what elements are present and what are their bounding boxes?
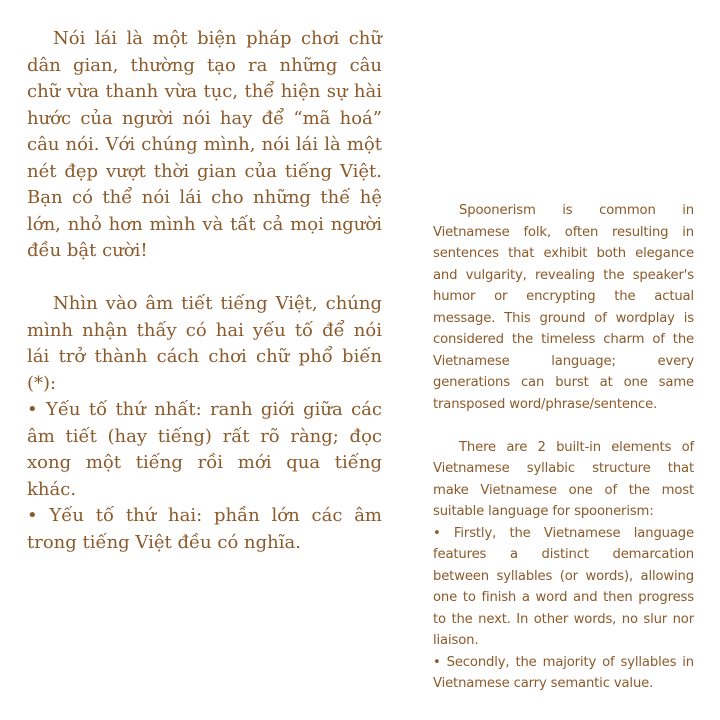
vietnamese-text-column [27,26,382,556]
english-bullet-2: • Secondly, the majority of syllables in Vietnamese carry semantic value. [433,654,694,691]
vietnamese-bullet-1: • Yếu tố thứ nhất: ranh giới giữa các âm tiết (hay tiếng) rất rõ ràng; đọc xong một tiếng rồi mới qua tiếng khác. [27,399,382,500]
vietnamese-bullet-2: • Yếu tố thứ hai: phần lớn các âm trong tiếng Việt đều có nghĩa. [27,505,382,553]
vietnamese-paragraph-intro: Nói lái là một biện pháp chơi chữ dân gian, thường tạo ra những câu chữ vừa thanh vừa tục, thể hiện sự hài hước của người nói hay để “mã hoá” câu nói. Với chúng mình, nói lái là một nét đẹp vượt thời gian của tiếng Việt. Bạn có thể nói lái cho những thế hệ lớn, nhỏ hơn mình và tất cả mọi người đều bật cười! [27,28,382,261]
english-paragraph-elements: There are 2 built-in elements of Vietnamese syllabic structure that make Vietnamese one of the most suitable language for spoonerism: [433,439,694,519]
paragraph-spacer [433,415,694,437]
english-bullet-1: • Firstly, the Vietnamese language features a distinct demarcation between syllables (or words), allowing one to finish a word and then progress to the next. In other words, no slur nor liaison. [433,525,694,648]
english-paragraph-intro: Spoonerism is common in Vietnamese folk, often resulting in sentences that exhibit both elegance and vulgarity, revealing the speaker's humor or encrypting the actual message. This ground of wordplay is considered the timeless charm of the Vietnamese language; every generations can burst at one same transposed word/phrase/sentence. [433,203,694,412]
vietnamese-paragraph-elements: Nhìn vào âm tiết tiếng Việt, chúng mình nhận thấy có hai yếu tố để nói lái trở thành cách chơi chữ phổ biến (*): [27,293,382,394]
paragraph-spacer [27,265,382,292]
english-text-column [433,200,694,695]
